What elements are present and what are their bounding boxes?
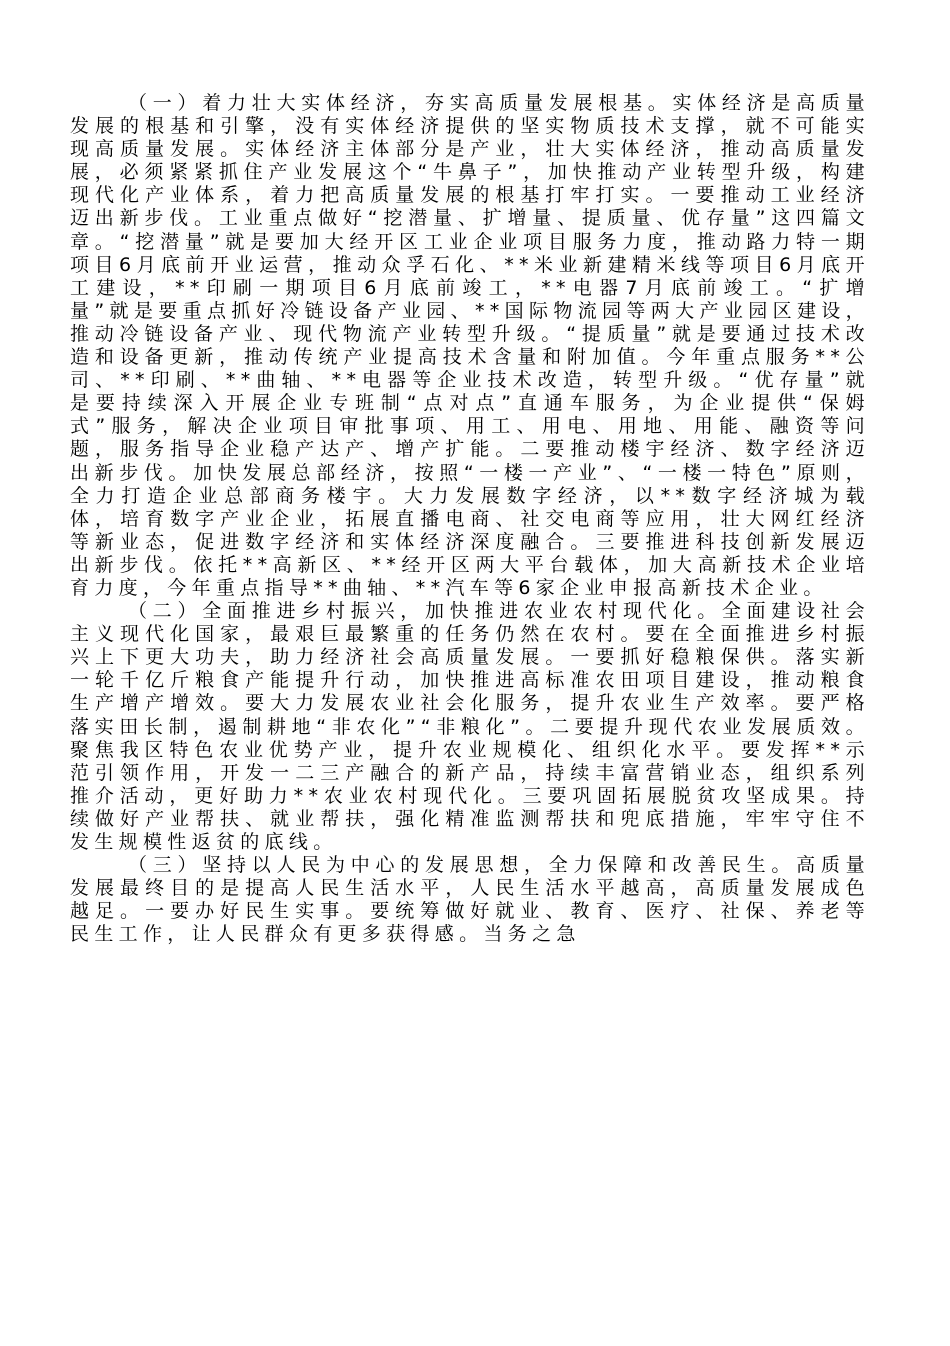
paragraph-2: （二）全面推进乡村振兴，加快推进农业农村现代化。全面建设社会主义现代化国家，最艰巨最繁重的任务仍然在农村。要在全面推进乡村振兴上下更大功夫，助力经济社会高质量发展。一要抓好稳粮保供。落实新一轮千亿斤粮食产能提升行动，加快推进高标准农田项目建设，推动粮食生产增产增效。要大力发展农业社会化服务，提升农业生产效率。要严格落实田长制，遏制耕地“非农化”“非粮化”。二要提升现代农业发展质效。聚焦我区特色农业优势产业，提升农业规模化、组织化水平。要发挥**示范引领作用，开发一二三产融合的新产品，持续丰富营销业态，组织系列推介活动，更好助力**农业农村现代化。三要巩固拓展脱贫攻坚成果。持续做好产业帮扶、就业帮扶，强化精准监测帮扶和兜底措施，牢牢守住不发生规模性返贫的底线。: [70, 600, 870, 853]
document-page: [70, 92, 870, 946]
paragraph-1: （一）着力壮大实体经济，夯实高质量发展根基。实体经济是高质量发展的根基和引擎，没有实体经济提供的坚实物质技术支撑，就不可能实现高质量发展。实体经济主体部分是产业，壮大实体经济，推动高质量发展，必须紧紧抓住产业发展这个“牛鼻子”，加快推动产业转型升级，构建现代化产业体系，着力把高质量发展的根基打牢打实。一要推动工业经济迈出新步伐。工业重点做好“挖潜量、扩增量、提质量、优存量”这四篇文章。“挖潜量”就是要加大经开区工业企业项目服务力度，推动路力特一期项目6月底前开业运营，推动众孚石化、**米业新建精米线等项目6月底开工建设，**印刷一期项目6月底前竣工，**电器7月底前竣工。“扩增量”就是要重点抓好冷链设备产业园、**国际物流园等两大产业园区建设，推动冷链设备产业、现代物流产业转型升级。“提质量”就是要通过技术改造和设备更新，推动传统产业提高技术含量和附加值。今年重点服务**公司、**印刷、**曲轴、**电器等企业技术改造，转型升级。“优存量”就是要持续深入开展企业专班制“点对点”直通车服务，为企业提供“保姆式”服务，解决企业项目审批事项、用工、用电、用地、用能、融资等问题，服务指导企业稳产达产、增产扩能。二要推动楼宇经济、数字经济迈出新步伐。加快发展总部经济，按照“一楼一产业”、“一楼一特色”原则，全力打造企业总部商务楼宇。大力发展数字经济，以**数字经济城为载体，培育数字产业企业，拓展直播电商、社交电商等应用，壮大网红经济等新业态，促进数字经济和实体经济深度融合。三要推进科技创新发展迈出新步伐。依托**高新区、**经开区两大平台载体，加大高新技术企业培育力度，今年重点指导**曲轴、**汽车等6家企业申报高新技术企业。: [70, 92, 870, 599]
paragraph-3: （三）坚持以人民为中心的发展思想，全力保障和改善民生。高质量发展最终目的是提高人民生活水平，人民生活水平越高，高质量发展成色越足。一要办好民生实事。要统筹做好就业、教育、医疗、社保、养老等民生工作，让人民群众有更多获得感。当务之急: [70, 854, 870, 946]
